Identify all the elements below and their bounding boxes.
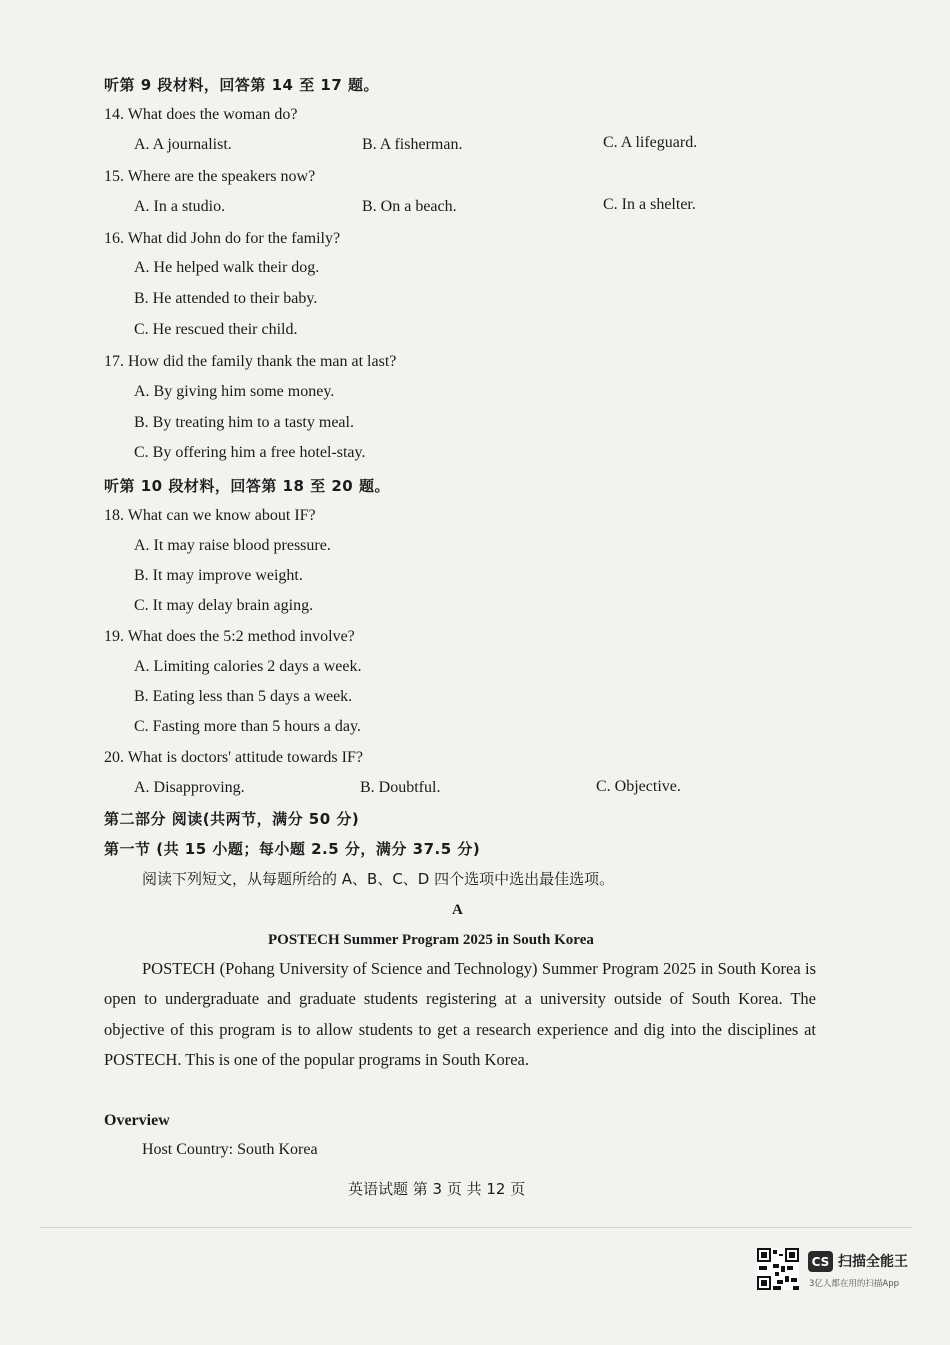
- q14-option-c: C. A lifeguard.: [603, 134, 698, 151]
- listening-group9-header: 听第 9 段材料，回答第 14 至 17 题。: [104, 76, 380, 94]
- q15-option-b: B. On a beach.: [362, 198, 457, 215]
- q20-option-a: A. Disapproving.: [134, 779, 245, 796]
- bleed-through-texture: . . .: [790, 84, 794, 161]
- q18-option-a: A. It may raise blood pressure.: [134, 537, 331, 554]
- q19-option-a: A. Limiting calories 2 days a week.: [134, 658, 362, 675]
- q15-option-a: A. In a studio.: [134, 198, 226, 215]
- scanner-logo-icon: CS: [808, 1251, 833, 1272]
- q15-option-c: C. In a shelter.: [603, 196, 696, 213]
- passage-letter: A: [452, 902, 463, 918]
- q17-option-a: A. By giving him some money.: [134, 383, 335, 400]
- q16-stem: 16. What did John do for the family?: [104, 230, 341, 247]
- listening-group10-header: 听第 10 段材料，回答第 18 至 20 题。: [104, 477, 390, 495]
- overview-heading: Overview: [104, 1112, 170, 1129]
- footer-divider: [40, 1227, 912, 1228]
- scanner-tagline: 3亿人都在用的扫描App: [809, 1279, 900, 1289]
- q19-option-b: B. Eating less than 5 days a week.: [134, 688, 353, 705]
- scanner-app-name: 扫描全能王: [838, 1254, 908, 1270]
- qr-code-icon: [757, 1248, 799, 1290]
- q18-option-b: B. It may improve weight.: [134, 567, 303, 584]
- q20-stem: 20. What is doctors' attitude towards IF?: [104, 749, 363, 766]
- q16-option-c: C. He rescued their child.: [134, 321, 298, 338]
- reading-section-header: 第一节 (共 15 小题；每小题 2.5 分，满分 37.5 分): [104, 840, 481, 858]
- q15-stem: 15. Where are the speakers now?: [104, 168, 316, 185]
- q18-stem: 18. What can we know about IF?: [104, 507, 316, 524]
- q14-option-b: B. A fisherman.: [362, 136, 463, 153]
- q14-stem: 14. What does the woman do?: [104, 106, 298, 123]
- passage-title: POSTECH Summer Program 2025 in South Korea: [268, 932, 594, 948]
- q19-option-c: C. Fasting more than 5 hours a day.: [134, 718, 361, 735]
- q14-option-a: A. A journalist.: [134, 136, 232, 153]
- q17-option-c: C. By offering him a free hotel-stay.: [134, 444, 366, 461]
- q19-stem: 19. What does the 5:2 method involve?: [104, 628, 355, 645]
- reading-instruction: 阅读下列短文，从每题所给的 A、B、C、D 四个选项中选出最佳选项。: [142, 870, 615, 888]
- q17-option-b: B. By treating him to a tasty meal.: [134, 414, 354, 431]
- page-footer: 英语试题 第 3 页 共 12 页: [348, 1180, 526, 1198]
- host-country: Host Country: South Korea: [142, 1141, 318, 1158]
- q16-option-a: A. He helped walk their dog.: [134, 259, 320, 276]
- reading-part-header: 第二部分 阅读(共两节，满分 50 分): [104, 810, 360, 828]
- q16-option-b: B. He attended to their baby.: [134, 290, 318, 307]
- q18-option-c: C. It may delay brain aging.: [134, 597, 314, 614]
- q20-option-b: B. Doubtful.: [360, 779, 441, 796]
- q17-stem: 17. How did the family thank the man at last?: [104, 353, 397, 370]
- passage-paragraph: POSTECH (Pohang University of Science and Technology) Summer Program 2025 in South Korea is open to undergraduate and graduate students registering at a university outside of South Korea. The objective of this program is to allow students to get a research experience and dig into the disciplines at POSTECH. This is one of the popular programs in South Korea.: [104, 959, 816, 1069]
- q20-option-c: C. Objective.: [596, 778, 681, 795]
